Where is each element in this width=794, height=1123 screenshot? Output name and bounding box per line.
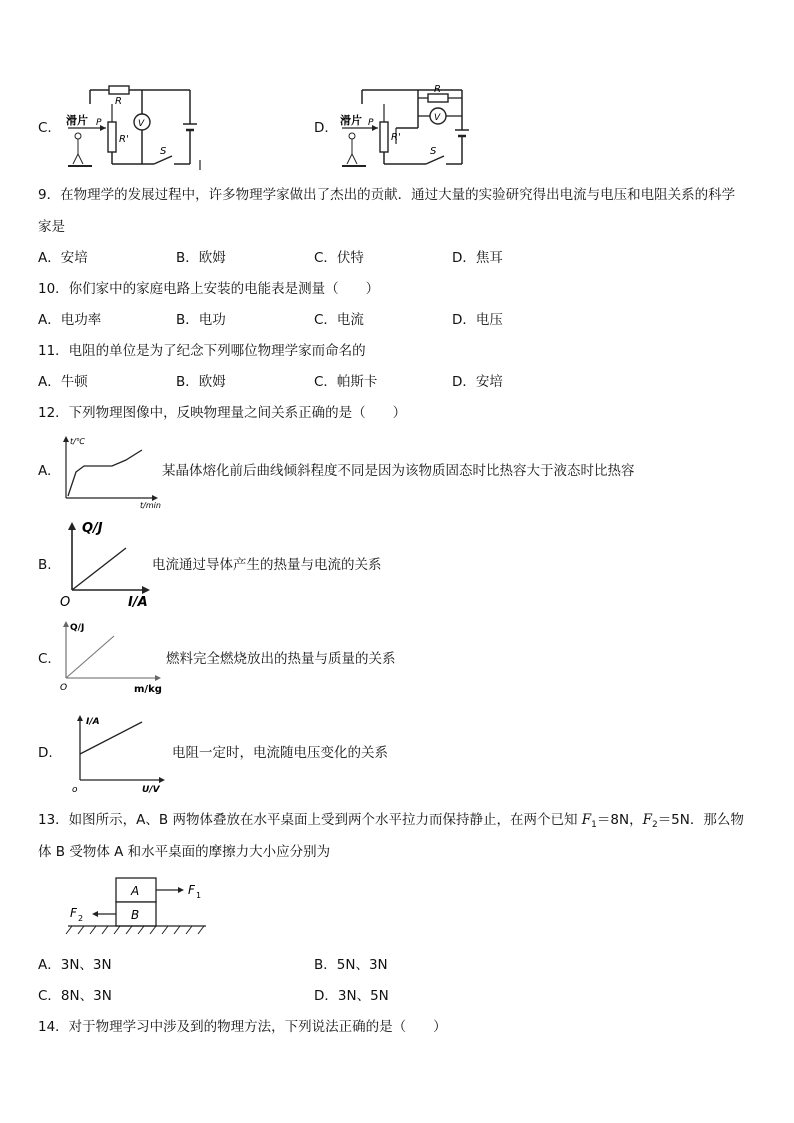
svg-text:R: R xyxy=(115,96,122,107)
q9-option-c[interactable]: C．伏特 xyxy=(314,250,364,266)
q11-option-a[interactable]: A．牛顿 xyxy=(38,374,88,390)
q13-option-a[interactable]: A．3N、3N xyxy=(38,957,112,973)
q-i-line xyxy=(72,548,126,590)
q12-option-b-letter[interactable]: B. xyxy=(38,557,52,573)
q10-stem: 10．你们家中的家庭电路上安装的电能表是测量（ ） xyxy=(38,281,380,297)
q8-option-d-circuit xyxy=(336,84,486,174)
q14-stem: 14．对于物理学习中涉及到的物理方法，下列说法正确的是（ ） xyxy=(38,1019,447,1035)
svg-text:R': R' xyxy=(119,134,129,145)
svg-text:t/min: t/min xyxy=(140,501,161,510)
label-slider: 滑片 xyxy=(66,114,88,127)
svg-text:F: F xyxy=(188,883,195,897)
q9-stem-line2: 家是 xyxy=(38,219,65,235)
q13-stem-line2: 体 B 受物体 A 和水平桌面的摩擦力大小应分别为 xyxy=(38,844,331,860)
q12-option-a-graph xyxy=(56,432,166,512)
q9-option-a[interactable]: A．安培 xyxy=(38,250,88,266)
svg-text:U/V: U/V xyxy=(142,785,160,795)
svg-text:S: S xyxy=(430,146,437,157)
svg-text:P: P xyxy=(368,118,374,128)
svg-text:R': R' xyxy=(391,132,401,143)
q-m-line xyxy=(66,636,114,678)
svg-text:S: S xyxy=(160,146,167,157)
q12-option-d-text: 电阻一定时，电流随电压变化的关系 xyxy=(172,745,388,761)
q11-option-d[interactable]: D．安培 xyxy=(452,374,503,390)
svg-text:t/℃: t/℃ xyxy=(70,437,85,446)
q12-option-c-letter[interactable]: C. xyxy=(38,651,52,667)
q10-option-c[interactable]: C．电流 xyxy=(314,312,364,328)
q12-option-d-letter[interactable]: D. xyxy=(38,745,53,761)
svg-text:o: o xyxy=(72,785,78,795)
svg-text:F: F xyxy=(70,906,77,920)
q12-option-a-letter[interactable]: A. xyxy=(38,463,52,479)
q12-option-a-text: 某晶体熔化前后曲线倾斜程度不同是因为该物质固态时比热容大于液态时比热容 xyxy=(162,463,635,479)
svg-text:Q/J: Q/J xyxy=(70,623,85,633)
svg-text:Q/J: Q/J xyxy=(82,521,103,536)
q13-option-c[interactable]: C．8N、3N xyxy=(38,988,112,1004)
q9-option-d[interactable]: D．焦耳 xyxy=(452,250,503,266)
q13-option-b[interactable]: B．5N、3N xyxy=(314,957,388,973)
q12-option-b-text: 电流通过导体产生的热量与电流的关系 xyxy=(152,557,382,573)
svg-text:O: O xyxy=(60,683,68,693)
svg-text:滑片: 滑片 xyxy=(340,114,362,127)
q10-option-a[interactable]: A．电功率 xyxy=(38,312,102,328)
q13-option-d[interactable]: D．3N、5N xyxy=(314,988,389,1004)
q11-option-c[interactable]: C．帕斯卡 xyxy=(314,374,378,390)
q12-option-c-graph xyxy=(58,618,168,698)
q13-figure xyxy=(60,872,210,940)
svg-text:I/A: I/A xyxy=(86,717,100,727)
svg-text:2: 2 xyxy=(78,914,84,923)
q9-option-b[interactable]: B．欧姆 xyxy=(176,250,226,266)
q10-option-d[interactable]: D．电压 xyxy=(452,312,503,328)
q11-option-b[interactable]: B．欧姆 xyxy=(176,374,226,390)
svg-text:A: A xyxy=(131,884,140,898)
q9-stem-line1: 9．在物理学的发展过程中，许多物理学家做出了杰出的贡献．通过大量的实验研究得出电流与电压和电阻关系的科学 xyxy=(38,187,736,203)
svg-text:m/kg: m/kg xyxy=(134,684,162,695)
resistor-r xyxy=(109,86,129,94)
q12-option-c-text: 燃料完全燃烧放出的热量与质量的关系 xyxy=(166,651,396,667)
temperature-curve xyxy=(68,450,142,496)
q8-option-c-letter[interactable]: C. xyxy=(38,120,52,136)
q10-option-b[interactable]: B．电功 xyxy=(176,312,226,328)
rheostat xyxy=(108,122,116,152)
q12-stem: 12．下列物理图像中，反映物理量之间关系正确的是（ ） xyxy=(38,405,407,421)
q8-option-c-circuit xyxy=(62,84,212,174)
svg-text:I/A: I/A xyxy=(128,595,148,610)
svg-text:V: V xyxy=(434,113,441,123)
svg-text:V: V xyxy=(138,119,145,129)
svg-text:O: O xyxy=(60,595,71,610)
label-r: R xyxy=(434,84,441,95)
svg-text:1: 1 xyxy=(196,891,202,900)
q13-stem-line1: 13．如图所示，A、B 两物体叠放在水平桌面上受到两个水平拉力而保持静止，在两个已知 $F_1=8N$，$F_2=5N$．那么物 xyxy=(38,812,744,830)
svg-text:P: P xyxy=(96,118,102,128)
q12-option-d-graph xyxy=(66,712,170,796)
svg-text:B: B xyxy=(131,908,140,922)
q8-option-d-letter[interactable]: D. xyxy=(314,120,329,136)
q11-stem: 11．电阻的单位是为了纪念下列哪位物理学家而命名的 xyxy=(38,343,366,359)
q12-option-b-graph xyxy=(58,518,158,612)
